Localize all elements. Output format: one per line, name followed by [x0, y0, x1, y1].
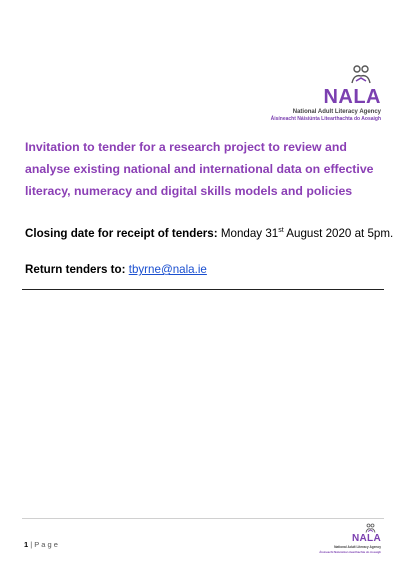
logo-wordmark: NALA — [323, 86, 381, 108]
people-reading-icon — [350, 64, 372, 86]
return-tenders-line — [25, 263, 207, 276]
logo-irish-name: Áisíneacht Náisiúnta Litearthachta do Aosaigh — [270, 116, 381, 122]
page-number: 1 | P a g e — [24, 540, 58, 549]
closing-date-value: Monday 31st August 2020 at 5pm. — [220, 227, 394, 240]
closing-date-line — [25, 227, 393, 240]
closing-date-label: Closing date for receipt of tenders: — [25, 227, 218, 240]
logo-agency-name: National Adult Literacy Agency — [292, 109, 381, 115]
footer-logo-wordmark: NALA — [352, 533, 381, 544]
document-title: Invitation to tender for a research project to review and analyse existing national and international data on effective literacy, numeracy and digital skills models and policies — [25, 140, 374, 198]
return-tenders-label: Return tenders to: — [25, 263, 126, 276]
return-email-link[interactable]: tbyrne@nala.ie — [128, 263, 207, 276]
footer-logo-agency-name: National Adult Literacy Agency — [334, 545, 381, 549]
footer-logo-irish-name: Áisíneacht Náisiúnta Litearthachta do Aosaigh — [319, 549, 381, 554]
footer-nala-logo — [301, 523, 381, 554]
section-divider — [22, 289, 384, 290]
nala-logo — [221, 64, 381, 122]
footer-divider — [22, 518, 384, 519]
